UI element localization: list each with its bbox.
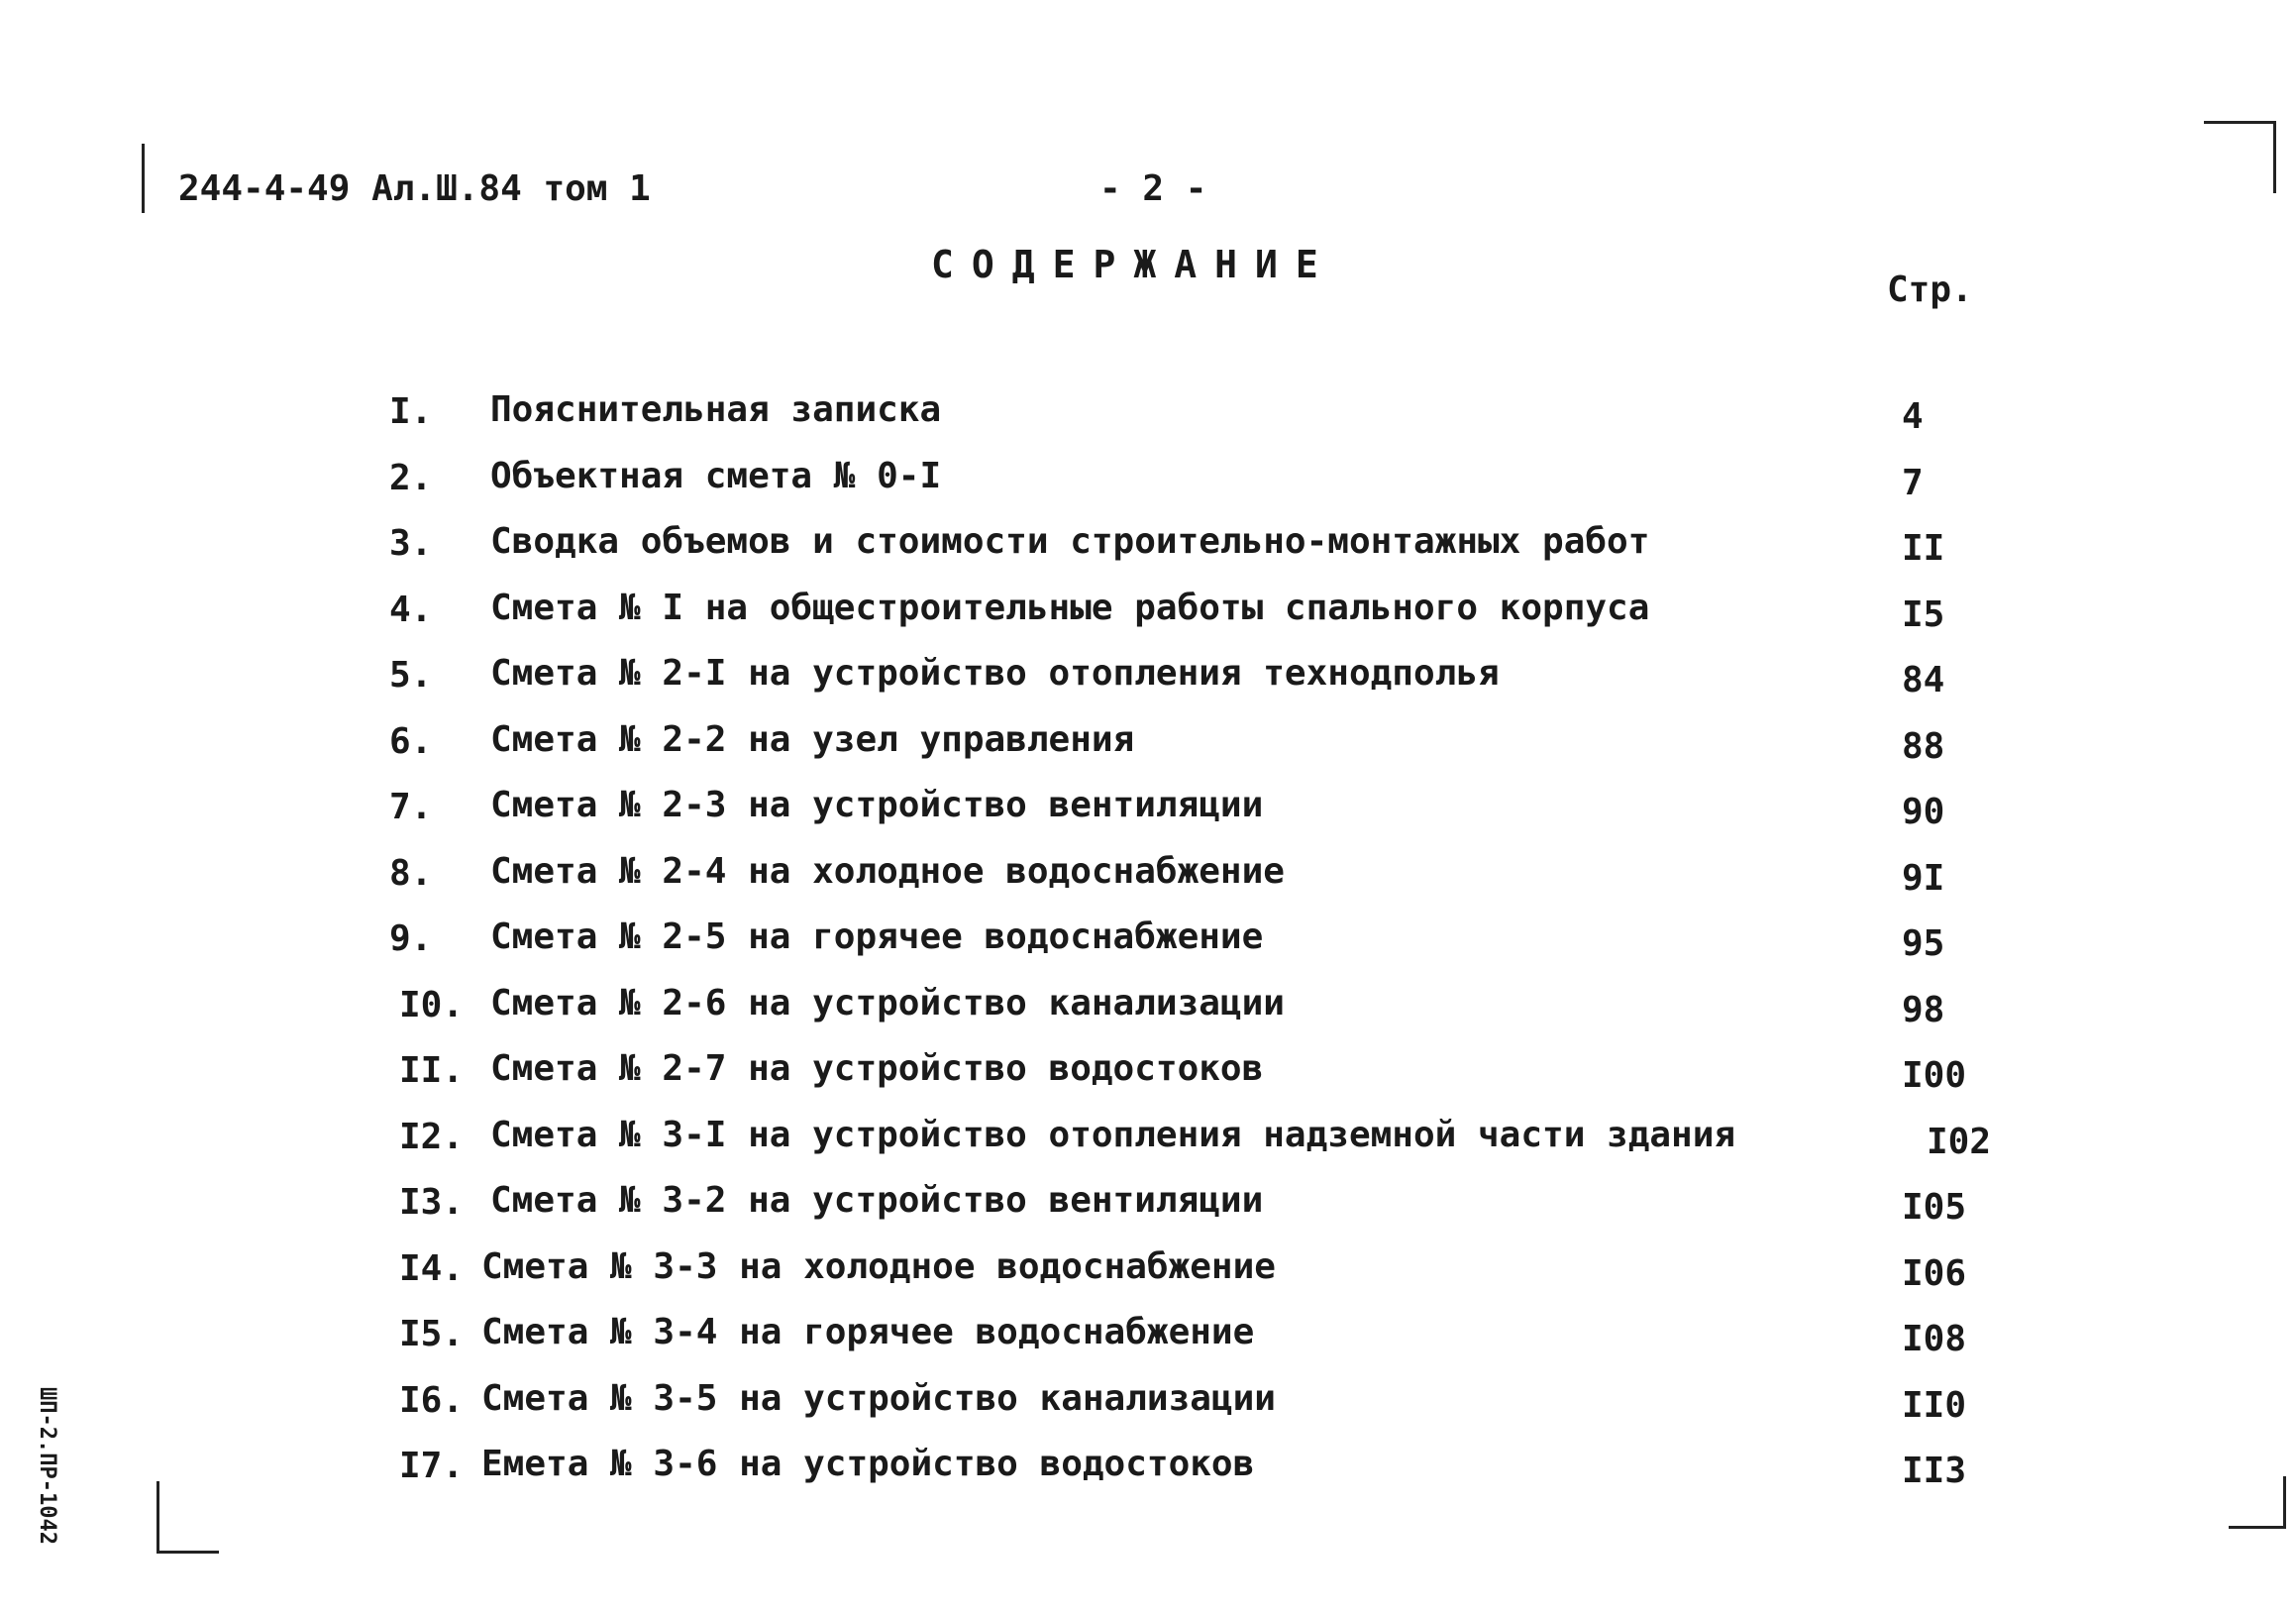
toc-item-number: I3. [399,1182,465,1223]
toc-item-number: I7. [399,1446,465,1486]
toc-item-page: I06 [1902,1253,1967,1294]
toc-item-number: 7. [389,787,433,827]
toc-item-number: 2. [389,458,433,498]
toc-item-page: 84 [1902,660,1945,700]
toc-item-number: I0. [399,985,465,1025]
toc-item-text: Смета № 3-5 на устройство канализации [481,1378,1276,1419]
document-code: 244-4-49 Ал.Ш.84 том 1 [178,168,651,209]
toc-item-text: Смета № 2-3 на устройство вентиляции [490,785,1264,825]
toc-item-text: Смета № 2-7 на устройство водостоков [490,1048,1264,1089]
toc-item-number: I2. [399,1117,465,1157]
toc-item-page: II3 [1902,1451,1967,1491]
toc-item-page: 90 [1902,792,1945,832]
toc-item-text: Смета № 2-2 на узел управления [490,719,1135,760]
toc-item-text: Смета № 2-4 на холодное водоснабжение [490,851,1285,892]
toc-item-number: II. [399,1050,465,1091]
page-column-header: Стр. [1887,269,1973,310]
toc-item-page: I05 [1902,1187,1967,1228]
toc-item-page: II0 [1902,1385,1967,1426]
side-stamp: ШП-2.ПР-1042 [35,1387,59,1545]
toc-item-text: Объектная смета № 0-I [490,456,942,496]
toc-item-number: I. [389,391,433,432]
toc-item-text: Смета № 2-I на устройство отопления технодполья [490,653,1500,694]
page-number: - 2 - [1099,168,1207,209]
toc-item-number: I6. [399,1380,465,1421]
toc-item-page: 95 [1902,923,1945,964]
toc-item-page: 7 [1902,463,1924,503]
left-margin-mark [142,144,145,213]
toc-item-page: 88 [1902,726,1945,767]
toc-item-number: I5. [399,1314,465,1354]
toc-item-text: Смета № I на общестроительные работы спального корпуса [490,588,1650,628]
toc-item-number: 5. [389,655,433,696]
toc-item-number: 9. [389,918,433,959]
bottom-right-corner-mark [2229,1476,2286,1529]
toc-item-page: 9I [1902,858,1945,899]
bottom-left-corner-mark [157,1481,219,1554]
toc-item-text: Смета № 3-2 на устройство вентиляции [490,1180,1264,1221]
toc-item-text: Пояснительная записка [490,389,942,430]
toc-item-text: Смета № 3-3 на холодное водоснабжение [481,1246,1276,1287]
toc-item-number: I4. [399,1248,465,1289]
top-right-corner-mark [2204,121,2276,193]
toc-item-text: Смета № 3-I на устройство отопления надземной части здания [490,1115,1736,1155]
toc-item-page: I00 [1902,1055,1967,1096]
toc-item-number: 3. [389,523,433,564]
toc-item-page: 4 [1902,396,1924,437]
toc-item-page: 98 [1902,990,1945,1030]
toc-item-page: I02 [1927,1122,1992,1162]
toc-item-page: I08 [1902,1319,1967,1359]
toc-item-text: Смета № 3-4 на горячее водоснабжение [481,1312,1255,1352]
toc-item-text: Емета № 3-6 на устройство водостоков [481,1444,1255,1484]
toc-item-page: I5 [1902,594,1945,635]
toc-item-number: 8. [389,853,433,894]
toc-item-text: Смета № 2-5 на горячее водоснабжение [490,916,1264,957]
page-title: СОДЕРЖАНИЕ [931,243,1336,286]
toc-item-text: Сводка объемов и стоимости строительно-монтажных работ [490,521,1650,562]
toc-item-page: II [1902,528,1945,569]
toc-item-number: 4. [389,590,433,630]
toc-item-number: 6. [389,721,433,762]
toc-item-text: Смета № 2-6 на устройство канализации [490,983,1285,1023]
